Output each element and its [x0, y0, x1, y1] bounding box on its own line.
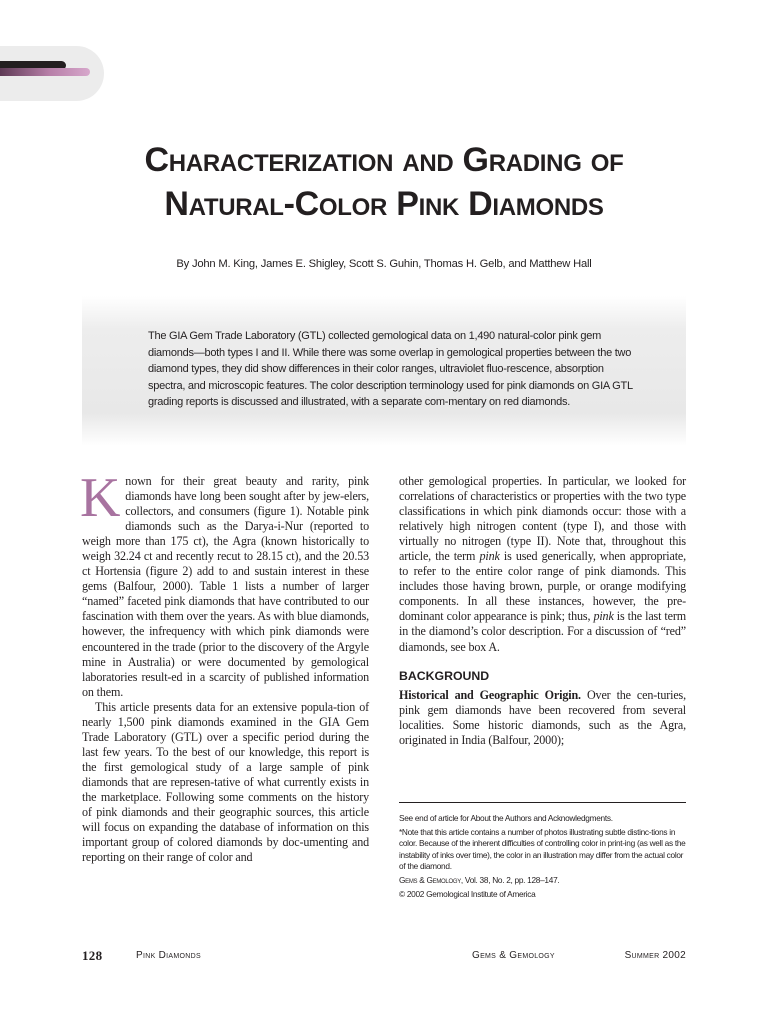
body-paragraph-4: Historical and Geographic Origin. Over the cen-turies, pink gem diamonds have been recovered from several localities. Some historic diamonds, such as the Agra, originated in India (Balfour, 2000); — [399, 687, 686, 747]
title-line-2: Natural-Color Pink Diamonds — [164, 185, 604, 223]
drop-cap: K — [80, 467, 121, 529]
intro-paragraph — [80, 467, 369, 700]
footer-journal: Gems & Gemology — [472, 950, 555, 961]
page-footer — [82, 950, 686, 966]
article-title — [60, 138, 708, 226]
left-column — [80, 467, 369, 865]
subsection-runin-heading: Historical and Geographic Origin. — [399, 687, 581, 702]
body-paragraph-3: other gemological properties. In particular, we looked for correlations of characteristics or properties with the two type classifications in which pink diamonds occur: those with a relatively high nitrogen content (type I), and those with virtually no nitrogen (type II). Note that, throughout this article, the term pink is used generically, when appropriate, to refer to the entire color range of pink diamonds. This includes those having brown, purple, or orange modifying components. In all these instances, however, the pre-dominant color appearance is pink; thus, pink is the last term in the diamond’s color description. For a discussion of “red” diamonds, see box A. — [399, 474, 686, 654]
term-pink: pink — [479, 549, 500, 564]
citation: Gems & Gemology, Vol. 38, No. 2, pp. 128–147. — [399, 875, 560, 886]
footer-issue: Summer 2002 — [624, 950, 686, 961]
abstract: The GIA Gem Trade Laboratory (GTL) collected gemological data on 1,490 natural-color pink gem diamonds—both types I and II. While there was some overlap in gemological properties between the two diamond types, they did show differences in their color ranges, ultraviolet fluo-rescence, absorption spectra, and microscopic features. The color description terminology used for pink diamonds on GIA GTL grading reports is discussed and illustrated, with a separate com-mentary on red diamonds. — [148, 330, 633, 408]
term-pink: pink — [593, 609, 614, 624]
footnote-authors: See end of article for About the Authors and Acknowledgments. — [399, 813, 613, 823]
intro-text: nown for their great beauty and rarity, pink diamonds have long been sought after by jew-elers, collectors, and consumers (figure 1). Notable pink diamonds such as the Darya-i-Nur (reported to weigh more than 175 ct), the Agra (known historically to weigh 32.24 ct and recently recut to 28.15 ct), and the 20.53 ct Hortensia (figure 2) add to and sustain interest in these gems (Balfour, 2000). Table 1 lists a number of larger “named” faceted pink diamonds that have contributed to our fascination with them over the years. As with blue diamonds, however, the infrequency with which pink diamonds were encountered in the trade (prior to the discovery of the Argyle mine in Australia) or were documented by gemological laboratories result-ed in a scarcity of published information on them. — [82, 474, 369, 699]
tab-bar-pink — [0, 68, 90, 76]
footnote-color-note: *Note that this article contains a number of photos illustrating subtle distinc-tions in color. Because of the inherent difficulties of controlling color in print-ing (as well as the instability of inks over time), the color in an illustration may differ from the actual color of the diamond. — [399, 827, 686, 871]
title-line-1: Characterization and Grading of — [144, 141, 624, 179]
running-title: Pink Diamonds — [136, 950, 201, 961]
byline: By John M. King, James E. Shigley, Scott S. Guhin, Thomas H. Gelb, and Matthew Hall — [176, 258, 592, 270]
footnotes — [399, 802, 686, 900]
right-column — [399, 474, 686, 748]
copyright: © 2002 Gemological Institute of America — [399, 889, 536, 900]
section-heading-background: BACKGROUND — [399, 668, 490, 683]
body-paragraph-2: This article presents data for an extensive popula-tion of nearly 1,500 pink diamonds examined in the GIA Gem Trade Laboratory (GTL) over a specific period during the last few years. To the best of our knowledge, this report is the first gemological study of a large sample of pink diamonds that are represen-tative of what currently exists in the marketplace. Following some comments on the history of pink diamonds and their geographic sources, this article will focus on expanding the database of information on this important group of colored diamonds by doc-umenting and reporting on their range of color and — [82, 699, 369, 865]
citation-journal: Gems & Gemology — [399, 875, 461, 886]
page-number: 128 — [82, 948, 103, 963]
